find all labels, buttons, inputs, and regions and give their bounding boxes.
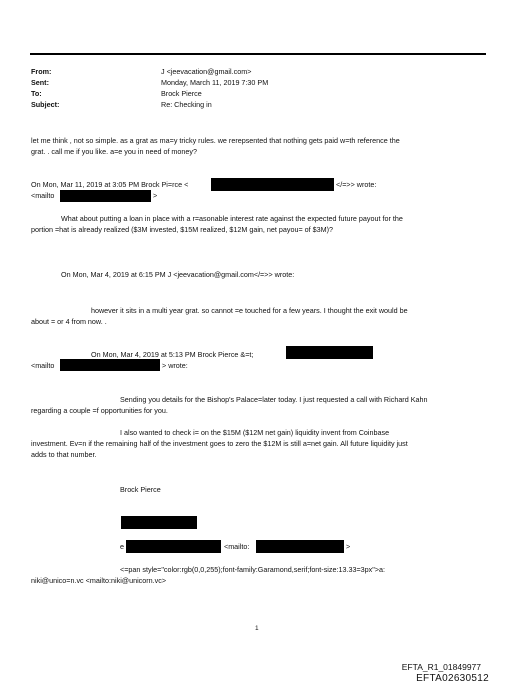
signature-name: Brock Pierce <box>120 485 161 494</box>
signature-mailto-end: > <box>346 542 351 551</box>
body-line: about = or 4 from now. . <box>31 317 107 326</box>
body-line: let me think , not so simple. as a grat as ma=y tricky rules. we rerepsented that nothing gets paid w=th reference the <box>31 136 400 145</box>
mailto-text: <mailto <box>31 191 55 200</box>
from-value: J <jeevacation@gmail.com> <box>161 67 252 76</box>
body-line: <=pan style="color:rgb(0,0,255);font-family:Garamond,serif;font-size:13.33=3px">a: <box>120 565 385 574</box>
signature-prefix: e <box>120 542 124 551</box>
bates-number-1: EFTA_R1_01849977 <box>401 662 481 672</box>
mailto-end: > wrote: <box>162 361 188 370</box>
body-line: grat. . call me if you like. a=e you in need of money? <box>31 147 198 156</box>
redaction-box <box>121 516 197 529</box>
body-line: adds to that number. <box>31 450 97 459</box>
subject-label: Subject: <box>31 100 60 109</box>
body-line: What about putting a loan in place with a r=asonable interest rate against the expected future payout for the <box>61 214 403 223</box>
body-line: investment. Ev=n if the remaining half of the investment goes to zero the $12M is still a=net gain. All future liquidity just <box>31 439 408 448</box>
redaction-box <box>60 359 160 371</box>
redaction-box <box>286 346 373 359</box>
sent-value: Monday, March 11, 2019 7:30 PM <box>161 78 269 87</box>
body-line: portion =hat is already realized ($3M invested, $15M realized, $12M gain, net payou= of $3M)? <box>31 225 334 234</box>
from-label: From: <box>31 67 52 76</box>
body-line: Sending you details for the Bishop's Palace=later today. I just requested a call with Richard Kahn <box>120 395 428 404</box>
header-rule <box>30 53 486 55</box>
body-line: I also wanted to check i= on the $15M ($12M net gain) liquidity invent from Coinbase <box>120 428 390 437</box>
quote-header: On Mon, Mar 4, 2019 at 6:15 PM J <jeevacation@gmail.com</=>> wrote: <box>61 270 295 279</box>
mailto-text: <mailto <box>31 361 55 370</box>
sent-label: Sent: <box>31 78 49 87</box>
redaction-box <box>211 178 334 191</box>
body-line: however it sits in a multi year grat. so cannot =e touched for a few years. I thought the exit would be <box>91 306 408 315</box>
body-line: niki@unico=n.vc <mailto:niki@unicorn.vc> <box>31 576 167 585</box>
mailto-end: > <box>153 191 158 200</box>
quote-header-suffix: </=>> wrote: <box>336 180 377 189</box>
signature-mailto: <mailto: <box>224 542 250 551</box>
body-line: regarding a couple =f opportunities for you. <box>31 406 168 415</box>
bates-number-2: EFTA02630512 <box>416 673 489 684</box>
subject-value: Re: Checking in <box>161 100 212 109</box>
quote-header: On Mon, Mar 4, 2019 at 5:13 PM Brock Pierce &=t; <box>91 350 254 359</box>
page-number: 1 <box>255 625 259 632</box>
to-value: Brock Pierce <box>161 89 202 98</box>
redaction-box <box>126 540 221 553</box>
redaction-box <box>60 190 151 202</box>
to-label: To: <box>31 89 42 98</box>
quote-header: On Mon, Mar 11, 2019 at 3:05 PM Brock Pi=rce < <box>31 180 189 189</box>
redaction-box <box>256 540 344 553</box>
